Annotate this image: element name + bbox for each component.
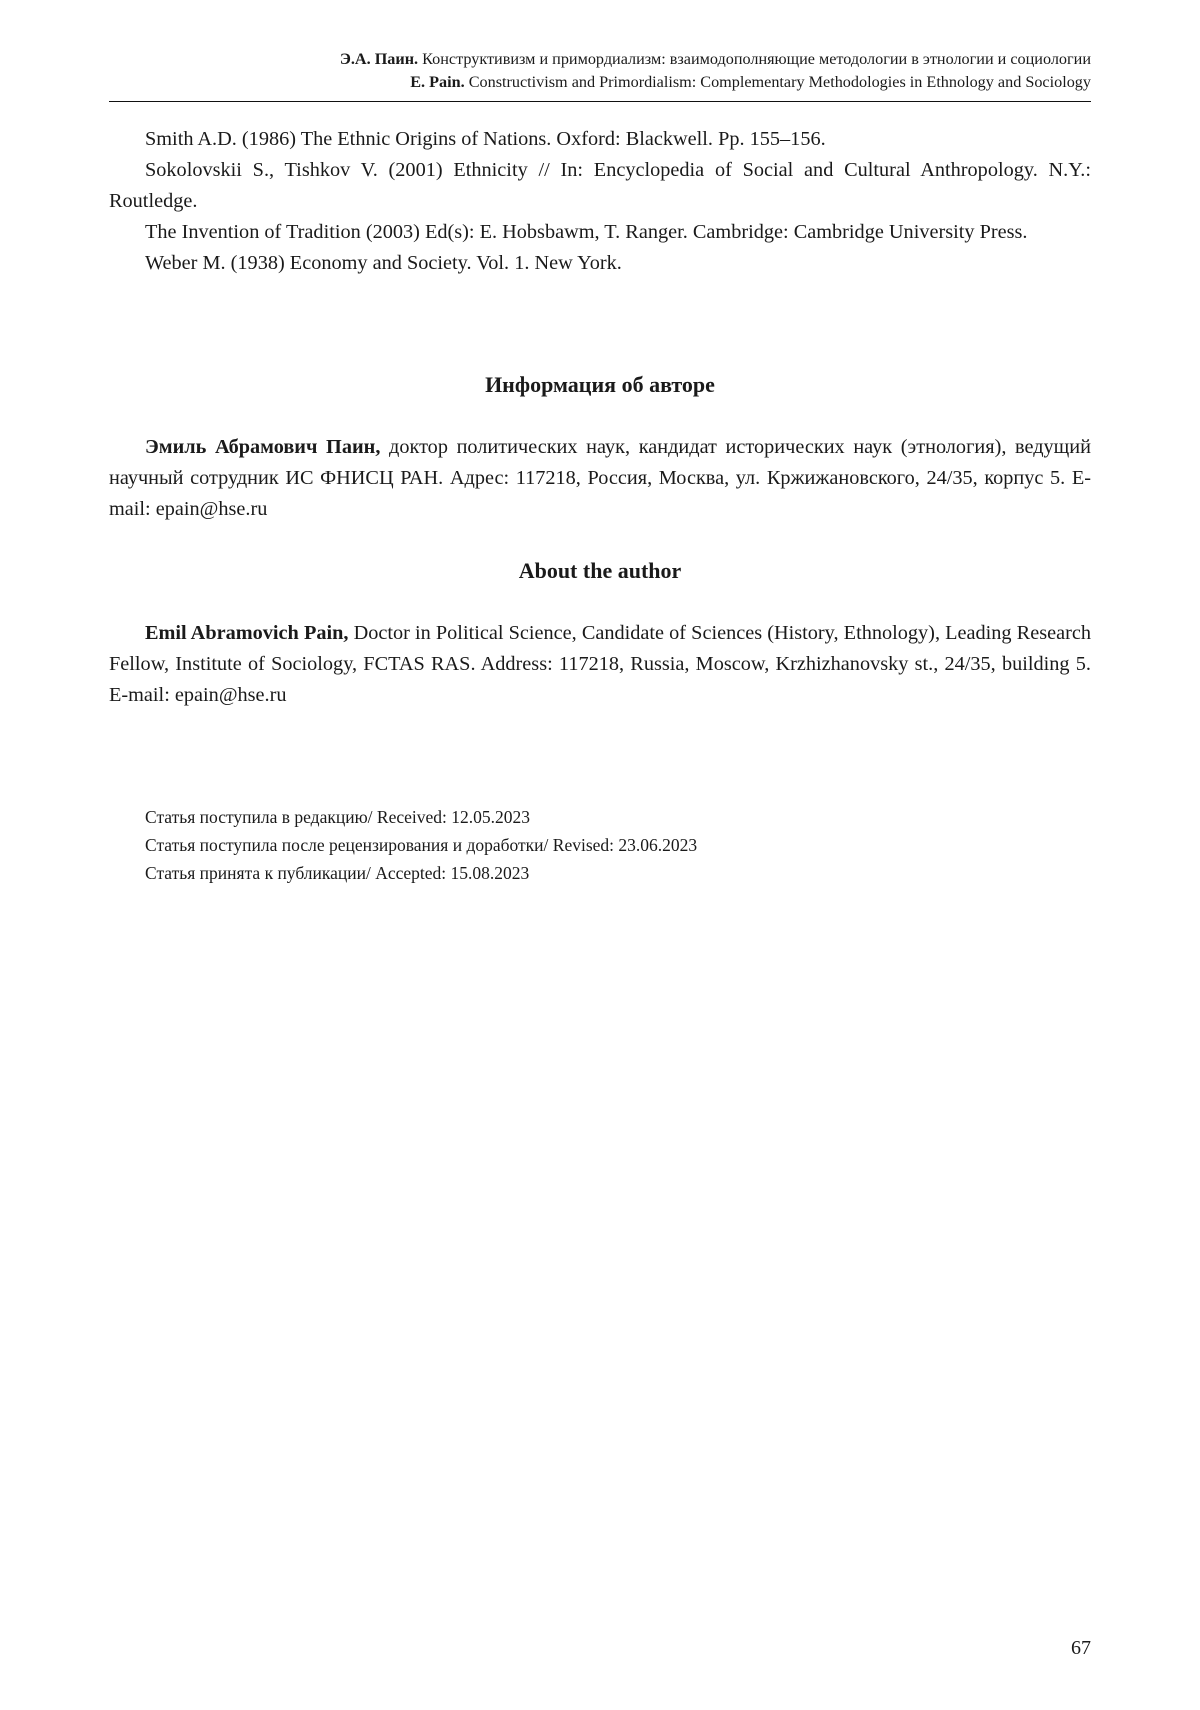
page-number: 67 bbox=[1071, 1637, 1091, 1659]
reference-list bbox=[109, 124, 1091, 279]
running-head-en-author: E. Pain. bbox=[410, 73, 465, 91]
accepted-date: Статья принята к публикации/ Accepted: 15.08.2023 bbox=[145, 863, 530, 883]
author-info-heading-ru: Информация об авторе bbox=[485, 372, 715, 397]
author-name-en: Emil Abramovich Pain, bbox=[145, 622, 349, 644]
author-name-ru: Эмиль Абрамович Паин, bbox=[145, 436, 381, 458]
author-details-ru: доктор политических наук, кандидат исторических наук (этнология), ведущий научный сотрудник ИС ФНИСЦ РАН. Адрес: 117218, Россия, Москва, ул. Кржижановского, 24/35, корпус 5. E-mail: epain@hse.ru bbox=[109, 436, 1091, 520]
reference-item: Sokolovskii S., Tishkov V. (2001) Ethnicity // In: Encyclopedia of Social and Cultural Anthropology. N.Y.: Routledge. bbox=[109, 159, 1091, 212]
author-info-heading-en: About the author bbox=[518, 558, 682, 583]
revised-date: Статья поступила после рецензирования и доработки/ Revised: 23.06.2023 bbox=[145, 835, 698, 855]
journal-page bbox=[109, 0, 1091, 1710]
reference-item: Smith A.D. (1986) The Ethnic Origins of Nations. Oxford: Blackwell. Pp. 155–156. bbox=[145, 128, 826, 150]
running-head-en-title: Constructivism and Primordialism: Complementary Methodologies in Ethnology and Sociology bbox=[468, 73, 1091, 91]
running-head-ru-author: Э.А. Паин. bbox=[339, 50, 419, 68]
author-bio-en bbox=[109, 618, 1091, 711]
header-rule bbox=[109, 101, 1091, 102]
running-head-ru bbox=[109, 48, 1091, 71]
running-head bbox=[109, 48, 1091, 94]
running-head-ru-title: Конструктивизм и примордиализм: взаимодополняющие методологии в этнологии и социологии bbox=[422, 50, 1091, 68]
article-dates bbox=[145, 803, 1045, 887]
author-details-en: Doctor in Political Science, Candidate of Sciences (History, Ethnology), Leading Research Fellow, Institute of Sociology, FCTAS RAS. Address: 117218, Russia, Moscow, Krzhizhanovsky st., 24/35, building 5. E-mail: epain@hse.ru bbox=[109, 622, 1091, 706]
reference-item: Weber M. (1938) Economy and Society. Vol. 1. New York. bbox=[145, 252, 622, 274]
author-bio-ru bbox=[109, 432, 1091, 525]
received-date: Статья поступила в редакцию/ Received: 12.05.2023 bbox=[145, 807, 530, 827]
reference-item: The Invention of Tradition (2003) Ed(s): E. Hobsbawm, T. Ranger. Cambridge: Cambridge University Press. bbox=[145, 221, 1028, 243]
running-head-en bbox=[109, 71, 1091, 94]
